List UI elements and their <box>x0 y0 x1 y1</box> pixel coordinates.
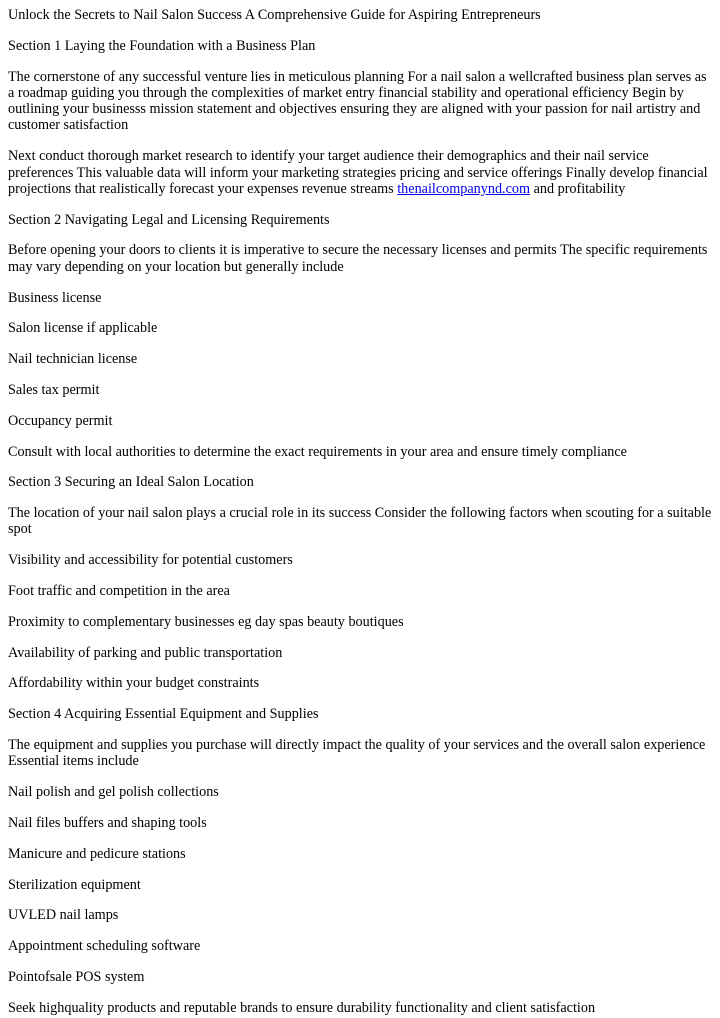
list-item: Nail technician license <box>8 351 138 368</box>
list-item: Proximity to complementary businesses eg day spas beauty boutiques <box>8 613 404 630</box>
list-item: Availability of parking and public transportation <box>8 644 283 661</box>
list-item: Pointofsale POS system <box>8 968 145 985</box>
section-2-intro: Before opening your doors to clients it is imperative to secure the necessary licenses and permits The specific requirements may vary depending on your location but generally include <box>8 242 708 275</box>
list-item: Foot traffic and competition in the area <box>8 583 230 600</box>
section-2-outro: Consult with local authorities to determine the exact requirements in your area and ensure timely compliance <box>8 443 627 460</box>
list-item: UVLED nail lamps <box>8 907 119 924</box>
section-4-outro: Seek highquality products and reputable brands to ensure durability functionality and client satisfaction <box>8 999 596 1016</box>
list-item: Appointment scheduling software <box>8 938 201 955</box>
section-3-intro: The location of your nail salon plays a crucial role in its success Consider the following factors when scouting for a suitable spot <box>8 505 712 538</box>
list-item: Nail polish and gel polish collections <box>8 784 219 801</box>
section-1-paragraph-2-text-after: and profitability <box>530 180 626 197</box>
list-item: Sterilization equipment <box>8 876 141 893</box>
section-1-paragraph-2 <box>8 148 712 197</box>
document-title: Unlock the Secrets to Nail Salon Success A Comprehensive Guide for Aspiring Entrepreneurs <box>8 7 541 23</box>
list-item: Manicure and pedicure stations <box>8 845 186 862</box>
list-item: Nail files buffers and shaping tools <box>8 814 207 831</box>
section-4-heading: Section 4 Acquiring Essential Equipment and Supplies <box>8 706 319 723</box>
section-1-paragraph-2-text-before: Next conduct thorough market research to identify your target audience their demographics and their nail service preferences This valuable data will inform your marketing strategies pricing and service offerings Finally develop financial projections that realistically forecast your expenses revenue streams <box>8 148 708 197</box>
section-2-heading: Section 2 Navigating Legal and Licensing Requirements <box>8 211 330 228</box>
section-4-intro: The equipment and supplies you purchase will directly impact the quality of your services and the overall salon experience Essential items include <box>8 737 706 770</box>
list-item: Visibility and accessibility for potential customers <box>8 552 293 569</box>
list-item: Salon license if applicable <box>8 320 158 337</box>
list-item: Sales tax permit <box>8 381 100 398</box>
section-1-heading: Section 1 Laying the Foundation with a Business Plan <box>8 37 316 54</box>
section-3-heading: Section 3 Securing an Ideal Salon Location <box>8 474 254 491</box>
list-item: Occupancy permit <box>8 412 113 429</box>
list-item: Affordability within your budget constraints <box>8 675 260 692</box>
list-item: Business license <box>8 289 102 306</box>
thenailcompany-link[interactable]: thenailcompanynd.com <box>397 180 531 197</box>
section-1-paragraph-1: The cornerstone of any successful venture lies in meticulous planning For a nail salon a wellcrafted business plan serves as a roadmap guiding you through the complexities of market entry financial stability and operational efficiency Begin by outlining your businesss mission statement and objectives ensuring they are aligned with your passion for nail artistry and customer satisfaction <box>8 68 707 134</box>
